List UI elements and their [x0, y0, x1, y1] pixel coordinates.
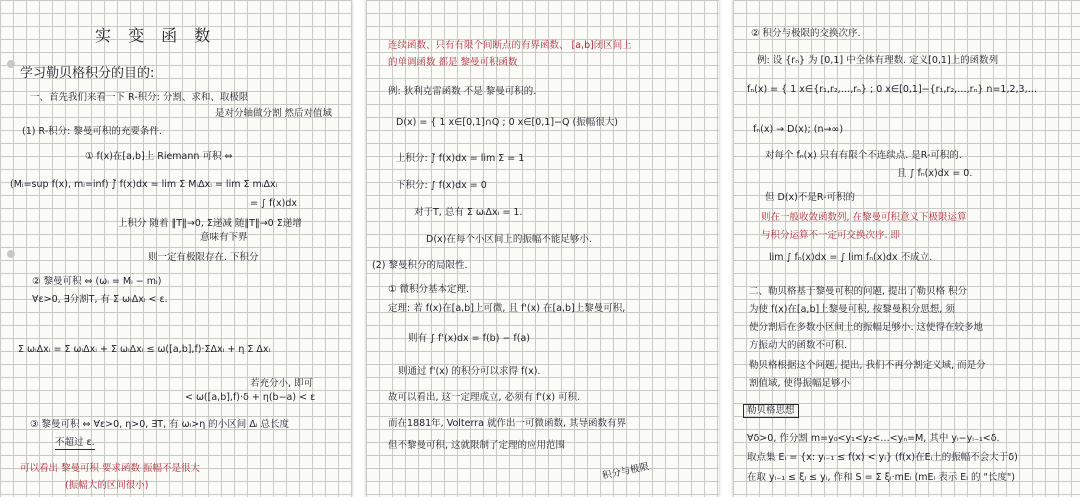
note-line: 取点集 Eᵢ = {x: yᵢ₋₁ ≤ f(x) < yᵢ} (f(x)在Eᵢ上的振幅不会大于δ) — [747, 452, 1018, 463]
note-line: 若充分小, 即可 — [250, 378, 314, 389]
note-line: lim ∫ fₙ(x)dx = ∫ lim fₙ(x)dx 不成立. — [769, 252, 933, 263]
note-line: 方振动大的函数不可积. — [749, 340, 848, 351]
note-line: (1) R-积分: 黎曼可积的充要条件. — [22, 126, 162, 137]
note-line: 为使 f(x)在[a,b]上黎曼可积, 按黎曼积分思想, 须 — [749, 304, 955, 315]
note-line: ① 微积分基本定理. — [388, 284, 470, 295]
note-line: 使分割后在多数小区间上的振幅足够小. 这使得在较多地 — [749, 322, 984, 333]
note-line: Σ ωᵢΔxᵢ = Σ ωᵢΔxᵢ + Σ ωᵢΔxᵢ ≤ ω([a,b],f)·ΣΔxᵢ + η Σ Δxᵢ — [18, 344, 271, 355]
note-line: 则通过 f'(x) 的积分可以求得 f(x). — [398, 366, 541, 377]
note-line: 上积分 随着 ‖T‖→0, Σ递减 随‖T‖→0 Σ递增 — [118, 218, 302, 229]
note-line: 而在1881年, Volterra 就作出一可微函数, 其导函数有界 — [388, 418, 627, 429]
note-line: ∀δ>0, 作分割 m=y₀<y₁<y₂<…<yₙ=M, 其中 yᵢ−yᵢ₋₁<δ. — [747, 433, 1000, 444]
notebook-page-3 — [733, 0, 1080, 497]
note-line: = ∫ f(x)dx — [250, 198, 297, 209]
note-line: 但不黎曼可积, 这就限制了定理的应用范围 — [388, 440, 566, 451]
note-line: ① f(x)在[a,b]上 Riemann 可积 ⇔ — [85, 151, 233, 162]
note-line: D(x)在每个小区间上的振幅不能足够小. — [426, 234, 592, 245]
note-line: fₙ(x) = { 1 x∈{r₁,r₂,…,rₙ} ; 0 x∈[0,1]−{r₁,r₂,…,rₙ} n=1,2,3,… — [747, 84, 1038, 95]
note-line: 定理: 若 f(x)在[a,b]上可微, 且 f'(x) 在[a,b]上黎曼可积, — [388, 303, 626, 314]
note-line: ② 积分与极限的交换次序. — [751, 28, 861, 39]
note-line: 且 ∫ fₙ(x)dx = 0. — [897, 168, 973, 179]
note-line: 对每个 fₙ(x) 只有有限个不连续点. 是R-可积的. — [765, 150, 962, 161]
note-line: 积分与极限 — [601, 461, 651, 482]
note-line: (2) 黎曼积分的局限性. — [372, 260, 468, 271]
note-line: 例: 狄利克雷函数 不是 黎曼可积的. — [388, 86, 537, 97]
note-line-red: 的单调函数 都是 黎曼可积函数 — [388, 57, 518, 68]
note-line: ∀ε>0, ∃分割T, 有 Σ ωᵢΔxᵢ < ε. — [32, 294, 168, 305]
note-line: 一、首先我们来看一下 R-积分: 分割、求和、取极限 — [30, 92, 249, 103]
note-line: 则一定有极限存在. 下积分 — [148, 252, 259, 263]
notebook-page-2 — [366, 0, 719, 497]
note-line: 是对分轴做分割 然后对值域 — [215, 108, 333, 119]
note-line: D(x) = { 1 x∈[0,1]∩Q ; 0 x∈[0,1]−Q (振幅很大) — [396, 117, 618, 128]
note-line-red: (振幅大的区间很小) — [65, 480, 149, 491]
notebook-page-1 — [0, 0, 352, 497]
note-line: 割值域, 使得振幅足够小 — [749, 378, 851, 389]
note-line-red: 连续函数、只有有限个间断点的有界函数、 [a,b]闭区间上 — [388, 40, 632, 51]
note-line: 对于T, 总有 Σ ωᵢΔxᵢ = 1. — [414, 207, 523, 218]
note-line: 勒贝格根据这个问题, 提出, 我们不再分割定义域, 而是分 — [749, 360, 986, 371]
note-line-red: 可以看出 黎曼可积 要求函数 振幅不是很大 — [20, 463, 201, 474]
note-line: 但 D(x)不是R-可积的 — [765, 192, 856, 203]
note-line: ② 黎曼可积 ⇔ (ωᵢ = Mᵢ − mᵢ) — [32, 276, 162, 287]
note-line: < ω([a,b],f)·δ + η(b−a) < ε — [185, 392, 316, 403]
note-line: 下积分: ∫ f(x)dx = 0 — [396, 180, 487, 191]
note-line: 不超过 ε. — [55, 437, 95, 448]
section-heading: 勒贝格思想 — [743, 404, 799, 418]
note-line: 故可以看出, 这一定理成立, 必须有 f'(x) 可积. — [388, 392, 581, 403]
note-line: ③ 黎曼可积 ⇔ ∀ε>0, η>0, ∃T, 有 ωᵢ>η 的小区间 Δᵢ 总长度 — [30, 419, 290, 430]
note-line: (Mᵢ=sup f(x), mᵢ=inf) ∫̄ f(x)dx = lim Σ MᵢΔxᵢ = lim Σ mᵢΔxᵢ — [10, 179, 278, 190]
note-line: 意味有下界 — [200, 232, 248, 243]
note-line: 例: 设 {rₙ} 为 [0,1] 中全体有理数. 定义[0,1]上的函数列 — [757, 55, 999, 66]
note-line: fₙ(x) → D(x); (n→∞) — [753, 124, 844, 135]
note-line: 二、勒贝格基于黎曼可积的问题, 提出了勒贝格 积分 — [749, 286, 968, 297]
note-line-red: 则在一般收敛函数列, 在黎曼可积意义下极限运算 — [761, 212, 967, 223]
note-line: 上积分: ∫̄ f(x)dx = lim Σ = 1 — [396, 153, 525, 164]
note-line: 在取 yᵢ₋₁ ≤ ξᵢ ≤ yᵢ, 作和 S = Σ ξᵢ·mEᵢ (mEᵢ 表示 Eᵢ 的 "长度") — [747, 472, 1015, 483]
note-line: 学习勒贝格积分的目的: — [20, 66, 155, 81]
page-title: 实 变 函 数 — [95, 26, 217, 45]
note-line-red: 与积分运算不一定可交换次序. 即 — [761, 230, 901, 241]
note-line: 则有 ∫ f'(x)dx = f(b) − f(a) — [408, 333, 530, 344]
